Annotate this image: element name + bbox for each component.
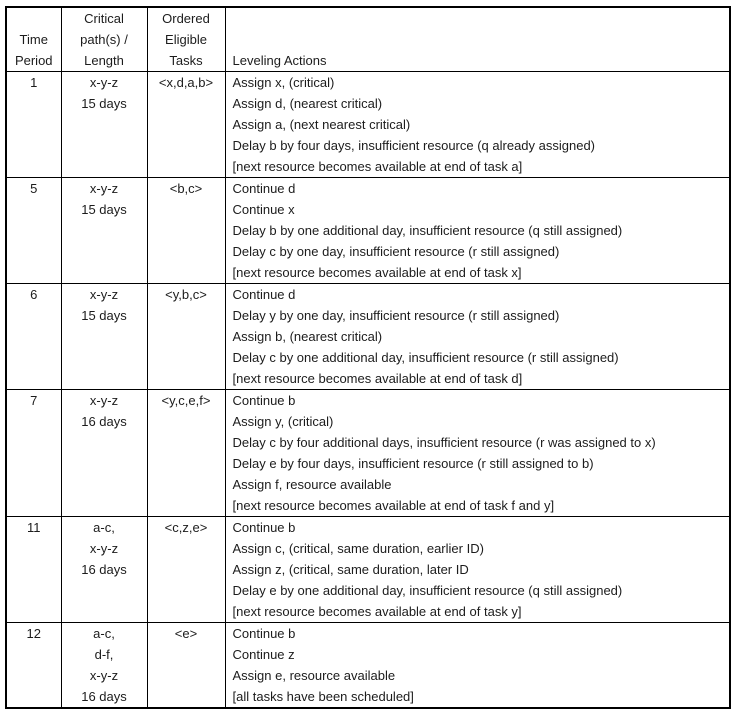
text-line: Assign c, (critical, same duration, earlier ID)	[232, 541, 484, 556]
cell-critical-path	[61, 390, 147, 517]
cell-leveling-actions	[225, 72, 730, 178]
text-line: Assign z, (critical, same duration, later ID	[232, 562, 469, 577]
text-line: x-y-z	[89, 287, 119, 302]
text-line: 16 days	[81, 689, 127, 704]
text-line: Delay b by one additional day, insufficient resource (q still assigned)	[232, 223, 623, 238]
text-line: 15 days	[81, 96, 127, 111]
cell-leveling-actions	[225, 517, 730, 623]
cell-critical-path	[61, 72, 147, 178]
cell-eligible-tasks: <x,d,a,b>	[147, 72, 225, 178]
cell-leveling-actions	[225, 284, 730, 390]
text-line: x-y-z	[89, 393, 119, 408]
text-line: Continue b	[232, 393, 296, 408]
table-row	[6, 390, 730, 517]
text-line: Tasks	[169, 53, 203, 68]
text-line: 15 days	[81, 308, 127, 323]
text-line: Delay e by four days, insufficient resource (r still assigned to b)	[232, 456, 594, 471]
table-body	[6, 72, 730, 709]
text-line: 16 days	[81, 562, 127, 577]
text-line: Assign b, (nearest critical)	[232, 329, 383, 344]
cell-critical-path	[61, 517, 147, 623]
text-line: a-c,	[93, 520, 115, 535]
cell-leveling-actions	[225, 390, 730, 517]
cell-critical-path	[61, 623, 147, 709]
document-page	[5, 6, 731, 709]
text-line: Continue b	[232, 520, 296, 535]
table-header	[6, 7, 730, 72]
cell-time-period: 1	[6, 72, 61, 178]
cell-leveling-actions	[225, 623, 730, 709]
text-line: Delay y by one day, insufficient resource (r still assigned)	[232, 308, 560, 323]
table-row	[6, 72, 730, 178]
text-line: x-y-z	[89, 541, 119, 556]
text-line: Length	[84, 53, 124, 68]
text-line: Delay c by one additional day, insufficient resource (r still assigned)	[232, 350, 619, 365]
header-critical-path	[61, 7, 147, 72]
table-row	[6, 623, 730, 709]
text-line: Assign e, resource available	[232, 668, 396, 683]
cell-time-period: 6	[6, 284, 61, 390]
cell-time-period: 5	[6, 178, 61, 284]
header-row	[6, 7, 730, 72]
text-line: d-f,	[94, 647, 114, 662]
text-line: Leveling Actions	[232, 53, 327, 68]
text-line: x-y-z	[89, 181, 119, 196]
text-line: Continue z	[232, 647, 295, 662]
table-row	[6, 517, 730, 623]
text-line: Assign d, (nearest critical)	[232, 96, 383, 111]
text-line: Assign f, resource available	[232, 477, 392, 492]
cell-leveling-actions	[225, 178, 730, 284]
cell-critical-path	[61, 178, 147, 284]
text-line: [all tasks have been scheduled]	[232, 689, 414, 704]
text-line: Delay e by one additional day, insufficient resource (q still assigned)	[232, 583, 623, 598]
text-line: Continue x	[232, 202, 295, 217]
text-line: Continue b	[232, 626, 296, 641]
leveling-actions-table	[5, 6, 731, 709]
header-eligible-tasks	[147, 7, 225, 72]
text-line: x-y-z	[89, 668, 119, 683]
table-row	[6, 178, 730, 284]
cell-time-period: 7	[6, 390, 61, 517]
text-line: Ordered	[162, 11, 210, 26]
text-line: [next resource becomes available at end of task y]	[232, 604, 522, 619]
text-line: Period	[14, 53, 53, 68]
text-line: Assign y, (critical)	[232, 414, 334, 429]
text-line: Assign x, (critical)	[232, 75, 335, 90]
cell-eligible-tasks: <c,z,e>	[147, 517, 225, 623]
text-line: Eligible	[165, 32, 207, 47]
text-line: [next resource becomes available at end of task a]	[232, 159, 523, 174]
text-line: Delay c by four additional days, insufficient resource (r was assigned to x)	[232, 435, 656, 450]
cell-time-period: 12	[6, 623, 61, 709]
cell-time-period: 11	[6, 517, 61, 623]
header-time-period	[6, 7, 61, 72]
text-line: 15 days	[81, 202, 127, 217]
header-leveling-actions	[225, 7, 730, 72]
text-line: Continue d	[232, 181, 296, 196]
cell-eligible-tasks: <b,c>	[147, 178, 225, 284]
cell-eligible-tasks: <e>	[147, 623, 225, 709]
cell-critical-path	[61, 284, 147, 390]
table-row	[6, 284, 730, 390]
cell-eligible-tasks: <y,b,c>	[147, 284, 225, 390]
text-line: [next resource becomes available at end of task d]	[232, 371, 523, 386]
text-line: Critical	[84, 11, 124, 26]
text-line: Time	[19, 32, 48, 47]
text-line: a-c,	[93, 626, 115, 641]
text-line: Delay b by four days, insufficient resource (q already assigned)	[232, 138, 596, 153]
text-line: [next resource becomes available at end of task f and y]	[232, 498, 555, 513]
text-line: [next resource becomes available at end of task x]	[232, 265, 522, 280]
text-line: 16 days	[81, 414, 127, 429]
text-line: x-y-z	[89, 75, 119, 90]
text-line: Delay c by one day, insufficient resource (r still assigned)	[232, 244, 560, 259]
text-line: path(s) /	[80, 32, 128, 47]
text-line: Continue d	[232, 287, 296, 302]
cell-eligible-tasks: <y,c,e,f>	[147, 390, 225, 517]
text-line: Assign a, (next nearest critical)	[232, 117, 411, 132]
